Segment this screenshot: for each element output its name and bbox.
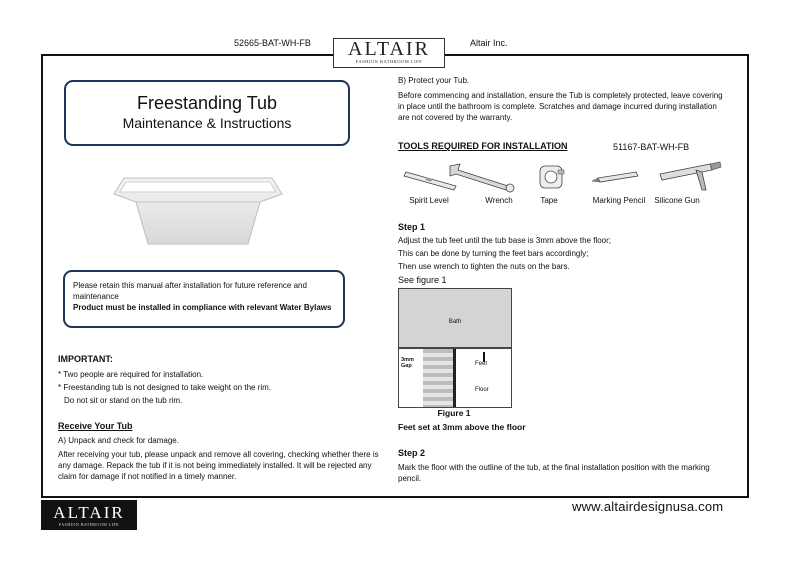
notice-line-3: Product must be installed in compliance with relevant Water Bylaws xyxy=(73,303,332,312)
page-subtitle: Maintenance & Instructions xyxy=(122,115,292,131)
logo-tagline: FASHION BATHROOM LIFE xyxy=(355,59,423,64)
step2-heading: Step 2 xyxy=(398,448,426,458)
protect-heading: B) Protect your Tub. xyxy=(398,76,470,85)
footer-logo-tagline: FASHION BATHROOM LIFE xyxy=(58,522,120,527)
tools-code: 51167-BAT-WH-FB xyxy=(613,142,690,152)
footer-logo xyxy=(41,500,137,530)
protect-line: in place until the bathroom is complete. Scratches and damage incurred during installation xyxy=(398,102,717,111)
tools-heading: TOOLS REQUIRED FOR INSTALLATION xyxy=(398,141,568,151)
step1-line: Adjust the tub feet until the tub base is 3mm above the floor; xyxy=(398,236,612,245)
tool-label: Tape xyxy=(540,196,558,205)
bath-label: Bath xyxy=(448,319,462,325)
product-code: 52665-BAT-WH-FB xyxy=(234,38,311,48)
step1-line: Then use wrench to tighten the nuts on the bars. xyxy=(398,262,570,271)
feet-label: Feet xyxy=(475,361,488,367)
tool-label: Marking Pencil xyxy=(592,196,646,205)
page-title: Freestanding Tub xyxy=(136,93,278,113)
notice-box xyxy=(63,270,345,328)
notice-line-1: Please retain this manual after installation for future reference and xyxy=(73,281,307,290)
important-item: * Freestanding tub is not designed to take weight on the rim. xyxy=(58,383,272,392)
receive-heading: Receive Your Tub xyxy=(58,421,133,431)
logo-brand: ALTAIR xyxy=(348,38,430,60)
important-heading: IMPORTANT: xyxy=(58,354,113,364)
silicone-gun-icon xyxy=(660,162,721,190)
figure-1 xyxy=(398,288,512,408)
receive-line: claim for damage if not notified in a timely manner. xyxy=(58,472,237,481)
tool-label: Silicone Gun xyxy=(654,196,700,205)
spirit-level-icon xyxy=(404,172,456,190)
website-link[interactable]: www.altairdesignusa.com xyxy=(572,499,724,514)
tape-icon xyxy=(540,166,564,188)
step1-line: This can be done by turning the feet bars accordingly; xyxy=(398,249,589,258)
floor-label: Floor xyxy=(475,387,489,393)
feet-bars xyxy=(423,349,453,407)
company-name: Altair Inc. xyxy=(470,38,508,48)
figure-caption: Figure 1 xyxy=(437,408,471,418)
protect-line: Before commencing and installation, ensure the Tub is completely protected, leave covering xyxy=(398,91,723,100)
bath-area xyxy=(399,289,511,347)
marking-pencil-icon xyxy=(592,172,638,182)
tub-image xyxy=(110,172,286,250)
protect-line: are not covered by the warranty. xyxy=(398,113,513,122)
tool-label: Wrench xyxy=(485,196,513,205)
important-item: Do not sit or stand on the tub rim. xyxy=(64,396,183,405)
figure-note: Feet set at 3mm above the floor xyxy=(398,422,526,432)
title-box xyxy=(64,80,350,146)
step2-line: Mark the floor with the outline of the tub, at the final installation position with the marking xyxy=(398,463,710,472)
step2-line: pencil. xyxy=(398,474,422,483)
notice-line-2: maintenance xyxy=(73,292,119,301)
tool-label: Spirit Level xyxy=(409,196,449,205)
tools-illustrations xyxy=(398,160,723,194)
see-figure: See figure 1 xyxy=(398,275,447,285)
footer-logo-brand: ALTAIR xyxy=(53,503,125,522)
gap-label: 3mm Gap xyxy=(401,357,414,369)
important-item: * Two people are required for installation. xyxy=(58,370,204,379)
receive-line: After receiving your tub, please unpack and remove all covering, checking whether there is xyxy=(58,450,379,459)
header-logo xyxy=(333,38,445,68)
receive-line: any damage. Repack the tub if it is not being immediately installed. It will be rejected any xyxy=(58,461,372,470)
receive-subheading: A) Unpack and check for damage. xyxy=(58,436,179,445)
step1-heading: Step 1 xyxy=(398,222,426,232)
wrench-icon xyxy=(450,164,514,192)
